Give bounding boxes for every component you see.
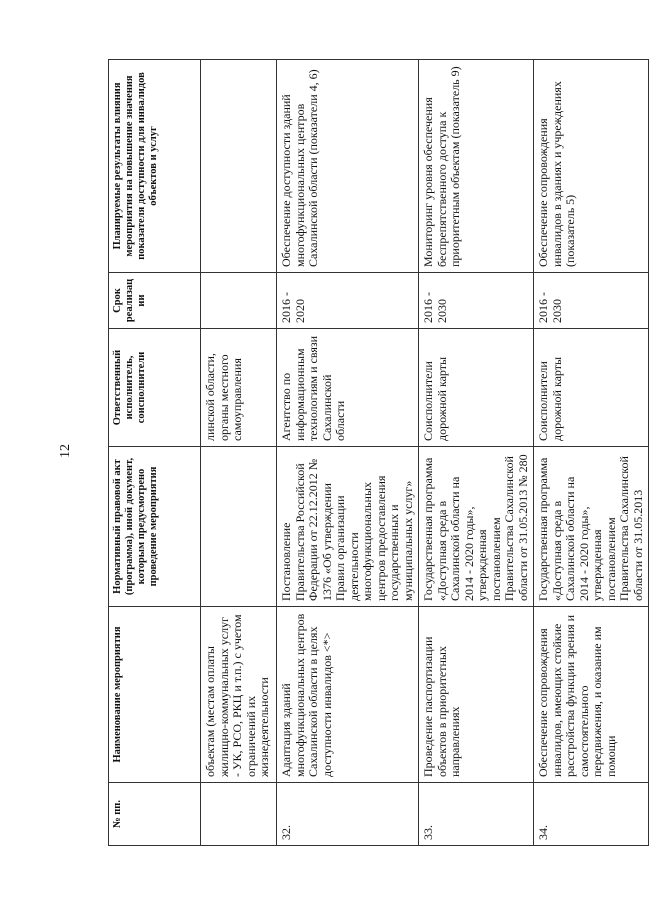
header-name: Наименование мероприятия xyxy=(109,607,201,783)
row-responsible: Агентство по информационным технологиям и связи Сахалинской области xyxy=(277,329,419,447)
row-result xyxy=(201,60,277,273)
row-name: Проведение паспортизации объектов в приоритетных направлениях xyxy=(419,607,534,783)
row-name: объектам (местам оплаты жилищно-коммунальных услуг - УК, РСО, РКЦ и т.п.) с учетом ограничений их жизнедеятельности xyxy=(201,607,277,783)
table-row xyxy=(201,60,277,846)
page-number: 12 xyxy=(58,444,73,458)
row-num: 33. xyxy=(419,783,534,846)
row-result: Мониторинг уровня обеспечения беспрепятственного доступа к приоритетным объектам (показатель 9) xyxy=(419,60,534,273)
rotated-table-wrapper xyxy=(108,60,645,846)
row-responsible: Соисполнители дорожной карты xyxy=(419,329,534,447)
row-term: 2016 - 2020 xyxy=(277,273,419,329)
header-num: № пп. xyxy=(109,783,201,846)
row-act: Постановление Правительства Российской Федерации от 22.12.2012 № 1376 «Об утверждении Правил организации деятельности многофункциональных центров предоставления государственных и муниципальных услуг» xyxy=(277,447,419,607)
row-num: 34. xyxy=(534,783,649,846)
row-act xyxy=(201,447,277,607)
row-num: 32. xyxy=(277,783,419,846)
row-name: Обеспечение сопровождения инвалидов, имеющих стойкие расстройства функции зрения и самостоятельного передвижения, и оказание им помощи xyxy=(534,607,649,783)
header-act: Нормативный правовой акт (программа), иной документ, которым предусмотрено проведение мероприятия xyxy=(109,447,201,607)
table-row xyxy=(534,60,649,846)
table-row xyxy=(277,60,419,846)
row-term: 2016 - 2030 xyxy=(419,273,534,329)
row-term: 2016 - 2030 xyxy=(534,273,649,329)
row-name: Адаптация зданий многофункциональных центров Сахалинской области в целях доступности инвалидов <*> xyxy=(277,607,419,783)
header-term: Срок реализации xyxy=(109,273,201,329)
row-result: Обеспечение доступности зданий многофункциональных центров Сахалинской области (показатели 4, 6) xyxy=(277,60,419,273)
table-row xyxy=(419,60,534,846)
row-responsible: линской области, органы местного самоуправления xyxy=(201,329,277,447)
header-responsible: Ответственный исполнитель, соисполнители xyxy=(109,329,201,447)
measures-table xyxy=(108,59,649,846)
row-act: Государственная программа «Доступная среда в Сахалинской области на 2014 - 2020 годы», утвержденная постановлением Правительства Сахалинской области от 31.05.2013 xyxy=(534,447,649,607)
row-num xyxy=(201,783,277,846)
header-result: Планируемые результаты влияния мероприятия на повышение значения показателя доступности для инвалидов объектов и услуг xyxy=(109,60,201,273)
table-header-row xyxy=(109,60,201,846)
row-responsible: Соисполнители дорожной карты xyxy=(534,329,649,447)
row-act: Государственная программа «Доступная среда в Сахалинской области на 2014 - 2020 годы», утвержденная постановлением Правительства Сахалинской области от 31.05.2013 № 280 xyxy=(419,447,534,607)
row-result: Обеспечение сопровождения инвалидов в зданиях и учреждениях (показатель 5) xyxy=(534,60,649,273)
row-term xyxy=(201,273,277,329)
